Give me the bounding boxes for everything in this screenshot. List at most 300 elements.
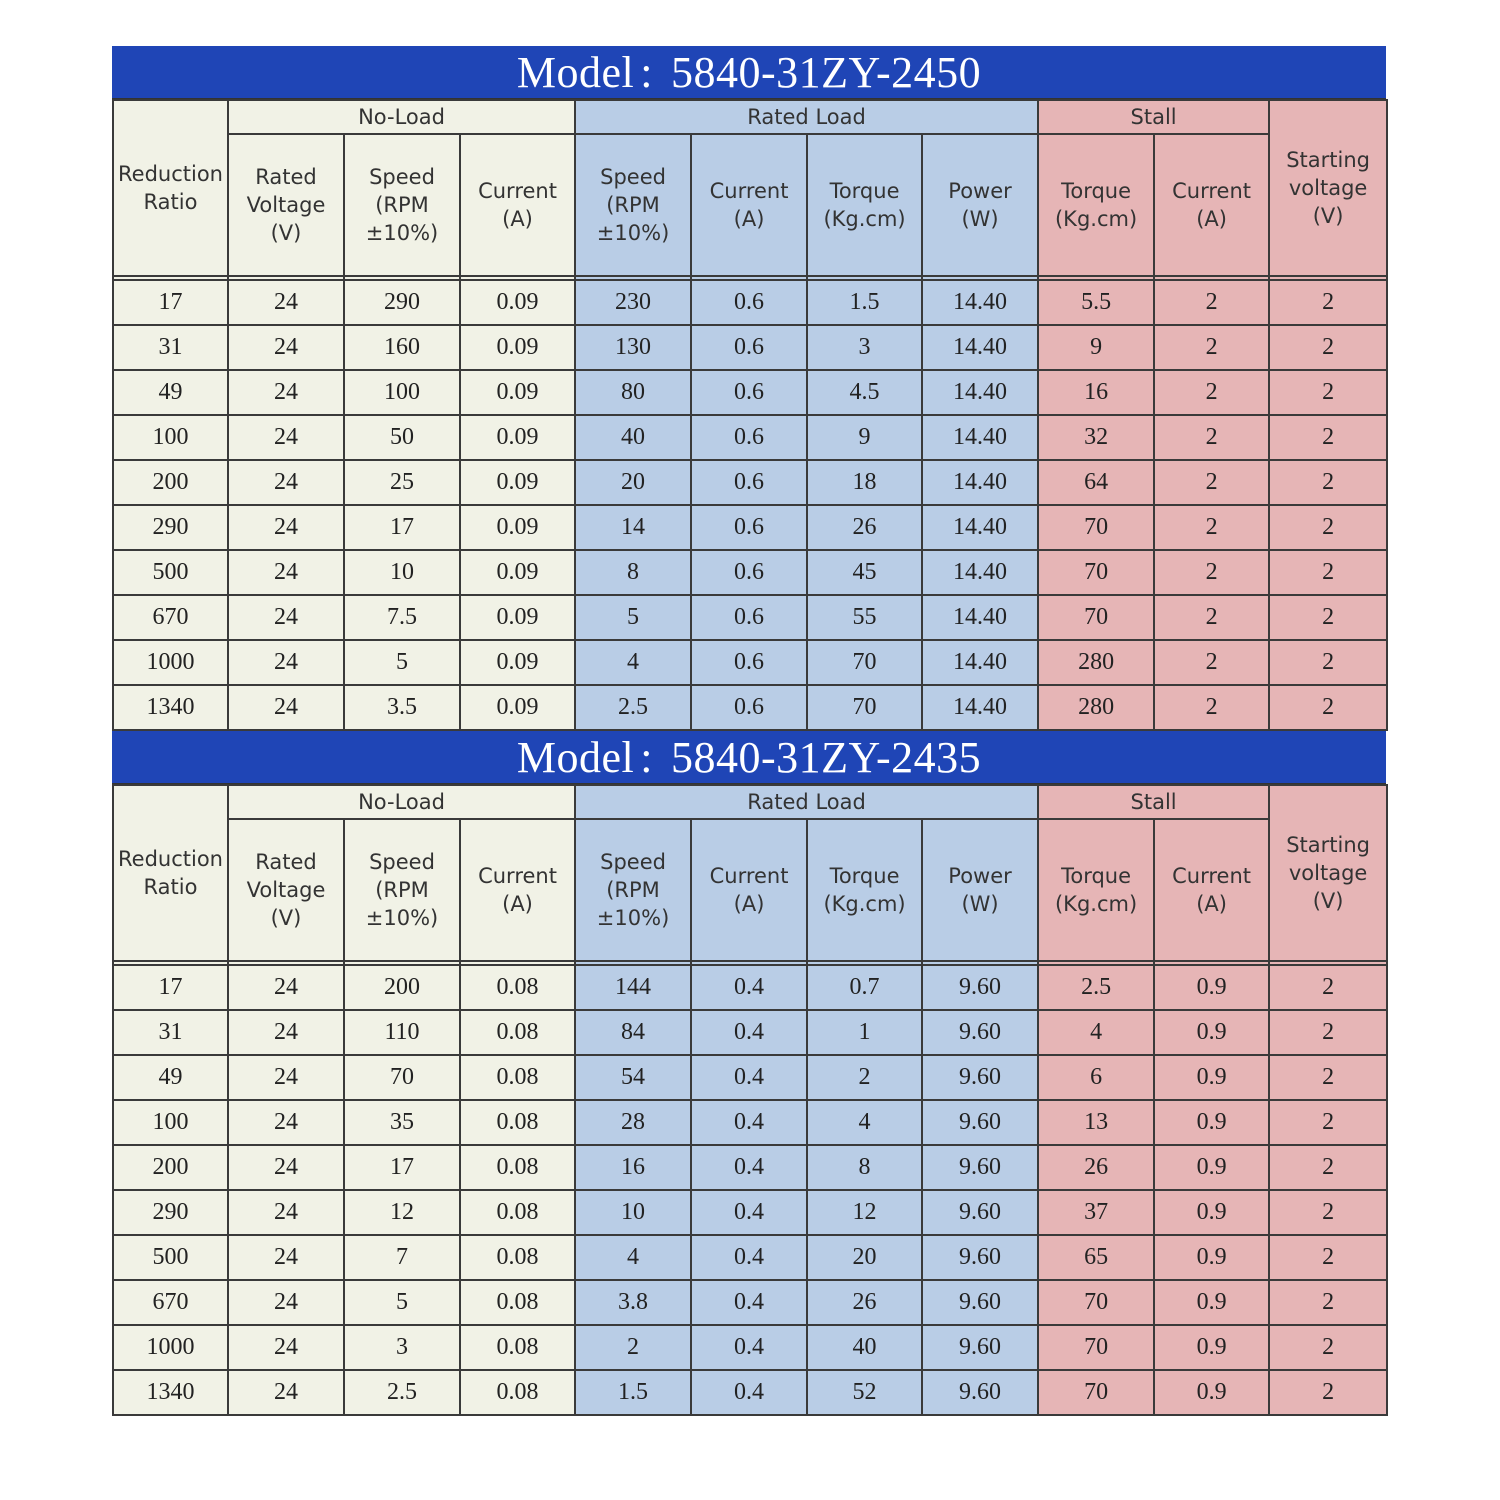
table-cell: 2 [1154, 370, 1269, 415]
header-line: Torque [829, 864, 900, 888]
table-cell: 2 [1269, 1100, 1387, 1145]
table-cell: 12 [807, 1190, 922, 1235]
header-nl-current [460, 819, 575, 961]
table-cell: 100 [113, 1100, 228, 1145]
table-cell: 2 [1269, 1280, 1387, 1325]
table-cell: 9 [807, 415, 922, 460]
header-stall: Stall [1038, 785, 1269, 819]
table-cell: 24 [228, 370, 344, 415]
header-nl-speed [344, 819, 460, 961]
table-cell: 0.09 [460, 370, 575, 415]
table-cell: 35 [344, 1100, 460, 1145]
table-cell: 3.5 [344, 685, 460, 730]
tables-container [112, 46, 1386, 1416]
table-cell: 0.9 [1154, 1235, 1269, 1280]
table-cell: 2 [1269, 965, 1387, 1010]
table-cell: 200 [344, 965, 460, 1010]
table-cell: 24 [228, 1280, 344, 1325]
header-line: (Kg.cm) [1054, 207, 1138, 231]
table-cell: 2 [1269, 505, 1387, 550]
table-cell: 4.5 [807, 370, 922, 415]
table-cell: 670 [113, 595, 228, 640]
table-cell: 17 [344, 1145, 460, 1190]
table-cell: 1 [807, 1010, 922, 1055]
table-cell: 14.40 [922, 415, 1038, 460]
table-cell: 0.4 [691, 1055, 807, 1100]
table-cell: 1000 [113, 1325, 228, 1370]
header-line: (A) [733, 892, 765, 916]
header-line: (W) [961, 892, 999, 916]
model-title-bar [112, 46, 1386, 99]
spec-table [112, 99, 1388, 731]
table-cell: 26 [807, 1280, 922, 1325]
header-line: (W) [961, 207, 999, 231]
header-line: (V) [1312, 889, 1344, 913]
table-cell: 0.4 [691, 1010, 807, 1055]
table-cell: 0.6 [691, 325, 807, 370]
table-cell: 5 [575, 595, 691, 640]
table-cell: 9.60 [922, 1190, 1038, 1235]
header-stall: Stall [1038, 100, 1269, 134]
header-line: (RPM [606, 193, 660, 217]
header-rl-current [691, 134, 807, 276]
table-cell: 100 [344, 370, 460, 415]
table-cell: 24 [228, 415, 344, 460]
table-cell: 0.08 [460, 965, 575, 1010]
table-cell: 0.6 [691, 280, 807, 325]
table-row [113, 1055, 1387, 1100]
table-cell: 2 [1154, 685, 1269, 730]
header-line: Current [709, 864, 789, 888]
table-cell: 0.4 [691, 1100, 807, 1145]
header-line: Speed [600, 850, 666, 874]
header-line: (Kg.cm) [823, 892, 906, 916]
header-line: Power [948, 179, 1012, 203]
table-cell: 14.40 [922, 685, 1038, 730]
table-cell: 13 [1038, 1100, 1154, 1145]
model-separator: : [640, 47, 654, 97]
header-line: Ratio [143, 875, 198, 899]
table-cell: 2 [1154, 325, 1269, 370]
header-rl-current [691, 819, 807, 961]
table-cell: 0.9 [1154, 1145, 1269, 1190]
table-cell: 24 [228, 280, 344, 325]
header-line: Current [478, 864, 557, 888]
table-row [113, 280, 1387, 325]
table-cell: 670 [113, 1280, 228, 1325]
header-line: ±10%) [596, 221, 670, 245]
table-cell: 0.6 [691, 640, 807, 685]
header-nl-speed [344, 134, 460, 276]
table-cell: 2 [1269, 595, 1387, 640]
table-cell: 200 [113, 1145, 228, 1190]
table-row [113, 965, 1387, 1010]
table-cell: 2 [1269, 1145, 1387, 1190]
table-cell: 0.09 [460, 280, 575, 325]
header-line: Voltage [246, 878, 326, 902]
table-cell: 2 [1154, 640, 1269, 685]
table-cell: 14.40 [922, 325, 1038, 370]
table-cell: 0.08 [460, 1370, 575, 1415]
table-cell: 24 [228, 640, 344, 685]
table-row [113, 1010, 1387, 1055]
table-cell: 0.09 [460, 505, 575, 550]
table-cell: 49 [113, 370, 228, 415]
table-cell: 1000 [113, 640, 228, 685]
table-cell: 0.09 [460, 460, 575, 505]
header-rated-load: Rated Load [575, 785, 1038, 819]
header-line: Reduction [118, 847, 223, 871]
table-cell: 70 [1038, 505, 1154, 550]
table-cell: 9.60 [922, 1235, 1038, 1280]
table-cell: 0.4 [691, 1145, 807, 1190]
table-cell: 2 [1269, 550, 1387, 595]
table-cell: 0.6 [691, 550, 807, 595]
table-cell: 2 [1154, 280, 1269, 325]
table-cell: 9.60 [922, 1325, 1038, 1370]
table-cell: 28 [575, 1100, 691, 1145]
model-name: 5840-31ZY-2450 [671, 47, 982, 97]
table-cell: 0.4 [691, 1235, 807, 1280]
header-reduction-ratio [113, 785, 228, 961]
table-cell: 9 [1038, 325, 1154, 370]
table-cell: 4 [1038, 1010, 1154, 1055]
model-separator: : [640, 732, 654, 782]
model-label: Model [516, 732, 635, 782]
table-cell: 0.9 [1154, 1190, 1269, 1235]
header-line: Power [948, 864, 1012, 888]
table-cell: 3 [344, 1325, 460, 1370]
table-cell: 0.6 [691, 685, 807, 730]
table-cell: 1.5 [807, 280, 922, 325]
table-cell: 26 [1038, 1145, 1154, 1190]
table-cell: 14.40 [922, 505, 1038, 550]
table-cell: 24 [228, 1145, 344, 1190]
table-cell: 31 [113, 325, 228, 370]
table-cell: 24 [228, 1010, 344, 1055]
table-cell: 5.5 [1038, 280, 1154, 325]
table-cell: 1.5 [575, 1370, 691, 1415]
table-row [113, 415, 1387, 460]
table-cell: 0.09 [460, 550, 575, 595]
table-cell: 2 [1269, 685, 1387, 730]
header-rl-power [922, 819, 1038, 961]
table-cell: 0.08 [460, 1280, 575, 1325]
table-cell: 26 [807, 505, 922, 550]
table-cell: 3 [807, 325, 922, 370]
header-line: (A) [1196, 207, 1227, 231]
table-row [113, 1145, 1387, 1190]
header-line: (RPM [606, 878, 660, 902]
header-line: Current [478, 179, 557, 203]
table-cell: 45 [807, 550, 922, 595]
table-cell: 24 [228, 325, 344, 370]
table-cell: 0.08 [460, 1100, 575, 1145]
table-cell: 16 [1038, 370, 1154, 415]
table-cell: 70 [1038, 1370, 1154, 1415]
table-cell: 0.4 [691, 965, 807, 1010]
table-cell: 9.60 [922, 1145, 1038, 1190]
table-cell: 280 [1038, 685, 1154, 730]
header-line: (A) [1196, 892, 1227, 916]
table-cell: 2 [807, 1055, 922, 1100]
table-cell: 0.08 [460, 1055, 575, 1100]
table-cell: 14.40 [922, 550, 1038, 595]
table-cell: 0.6 [691, 415, 807, 460]
table-cell: 0.08 [460, 1145, 575, 1190]
table-cell: 24 [228, 1100, 344, 1145]
table-cell: 40 [575, 415, 691, 460]
table-cell: 2 [1154, 505, 1269, 550]
table-row [113, 640, 1387, 685]
header-nl-rated-voltage [228, 134, 344, 276]
table-cell: 8 [807, 1145, 922, 1190]
header-starting-voltage [1269, 785, 1387, 961]
table-row [113, 1100, 1387, 1145]
table-cell: 70 [1038, 595, 1154, 640]
table-cell: 0.08 [460, 1010, 575, 1055]
table-cell: 25 [344, 460, 460, 505]
table-cell: 200 [113, 460, 228, 505]
header-rl-power [922, 134, 1038, 276]
table-cell: 5 [344, 1280, 460, 1325]
header-line: ±10%) [596, 906, 670, 930]
table-cell: 14.40 [922, 280, 1038, 325]
table-cell: 2 [1269, 370, 1387, 415]
table-cell: 7.5 [344, 595, 460, 640]
table-cell: 2 [1154, 595, 1269, 640]
table-cell: 2 [1154, 550, 1269, 595]
header-line: Current [1172, 179, 1252, 203]
table-cell: 0.09 [460, 640, 575, 685]
header-no-load: No-Load [228, 785, 575, 819]
table-cell: 0.09 [460, 325, 575, 370]
table-cell: 290 [344, 280, 460, 325]
header-rl-torque [807, 134, 922, 276]
table-cell: 290 [113, 1190, 228, 1235]
table-cell: 49 [113, 1055, 228, 1100]
table-cell: 64 [1038, 460, 1154, 505]
header-line: Torque [1061, 179, 1132, 203]
table-cell: 2 [1269, 325, 1387, 370]
header-line: (V) [270, 906, 302, 930]
table-cell: 280 [1038, 640, 1154, 685]
table-cell: 50 [344, 415, 460, 460]
table-cell: 4 [575, 1235, 691, 1280]
table-cell: 0.4 [691, 1325, 807, 1370]
table-cell: 160 [344, 325, 460, 370]
table-cell: 0.08 [460, 1235, 575, 1280]
table-cell: 17 [113, 965, 228, 1010]
table-cell: 70 [1038, 1325, 1154, 1370]
table-cell: 24 [228, 460, 344, 505]
table-row [113, 505, 1387, 550]
table-cell: 0.9 [1154, 1100, 1269, 1145]
table-cell: 10 [344, 550, 460, 595]
table-cell: 65 [1038, 1235, 1154, 1280]
table-cell: 0.9 [1154, 965, 1269, 1010]
header-line: voltage [1288, 176, 1368, 200]
header-line: Speed [369, 165, 435, 189]
table-cell: 1340 [113, 1370, 228, 1415]
table-cell: 8 [575, 550, 691, 595]
table-cell: 0.9 [1154, 1370, 1269, 1415]
table-cell: 0.4 [691, 1280, 807, 1325]
table-cell: 0.6 [691, 595, 807, 640]
table-cell: 84 [575, 1010, 691, 1055]
table-cell: 10 [575, 1190, 691, 1235]
table-row [113, 685, 1387, 730]
table-cell: 0.09 [460, 685, 575, 730]
table-cell: 31 [113, 1010, 228, 1055]
table-row [113, 1190, 1387, 1235]
table-cell: 24 [228, 965, 344, 1010]
table-cell: 0.6 [691, 370, 807, 415]
table-cell: 9.60 [922, 1370, 1038, 1415]
table-cell: 0.9 [1154, 1280, 1269, 1325]
table-cell: 24 [228, 1235, 344, 1280]
table-row [113, 1235, 1387, 1280]
spec-sheet [112, 46, 1386, 1416]
table-cell: 24 [228, 1325, 344, 1370]
table-cell: 16 [575, 1145, 691, 1190]
table-cell: 55 [807, 595, 922, 640]
header-line: (V) [270, 221, 302, 245]
table-row [113, 1370, 1387, 1415]
header-nl-rated-voltage [228, 819, 344, 961]
table-cell: 0.09 [460, 415, 575, 460]
table-row [113, 595, 1387, 640]
table-cell: 70 [1038, 550, 1154, 595]
table-cell: 2 [1269, 1235, 1387, 1280]
header-rl-speed [575, 819, 691, 961]
table-cell: 230 [575, 280, 691, 325]
table-row [113, 550, 1387, 595]
table-cell: 2 [1269, 1190, 1387, 1235]
header-line: Speed [600, 165, 666, 189]
header-st-current [1154, 134, 1269, 276]
header-line: (A) [733, 207, 765, 231]
model-label: Model [516, 47, 635, 97]
table-cell: 14.40 [922, 595, 1038, 640]
table-cell: 0.9 [1154, 1010, 1269, 1055]
table-cell: 24 [228, 1055, 344, 1100]
table-cell: 3.8 [575, 1280, 691, 1325]
header-line: (Kg.cm) [1054, 892, 1138, 916]
spec-table-block [112, 731, 1386, 1416]
table-cell: 110 [344, 1010, 460, 1055]
header-line: (A) [502, 892, 533, 916]
table-cell: 130 [575, 325, 691, 370]
header-line: (Kg.cm) [823, 207, 906, 231]
header-rl-speed [575, 134, 691, 276]
table-cell: 2 [1269, 1325, 1387, 1370]
header-line: Starting [1286, 148, 1370, 172]
header-line: Current [709, 179, 789, 203]
spec-table-block [112, 46, 1386, 731]
table-row [113, 370, 1387, 415]
table-cell: 0.08 [460, 1190, 575, 1235]
table-cell: 2 [1269, 415, 1387, 460]
table-cell: 290 [113, 505, 228, 550]
table-row [113, 325, 1387, 370]
table-row [113, 1325, 1387, 1370]
table-cell: 0.08 [460, 1325, 575, 1370]
header-line: Rated [255, 165, 317, 189]
header-line: (RPM [375, 193, 429, 217]
table-cell: 14.40 [922, 460, 1038, 505]
table-cell: 17 [113, 280, 228, 325]
table-cell: 54 [575, 1055, 691, 1100]
table-cell: 2 [1154, 415, 1269, 460]
header-line: Torque [829, 179, 900, 203]
table-cell: 0.4 [691, 1190, 807, 1235]
header-line: voltage [1288, 861, 1368, 885]
header-line: Reduction [118, 162, 223, 186]
table-cell: 14 [575, 505, 691, 550]
table-cell: 2 [1269, 280, 1387, 325]
header-line: Ratio [143, 190, 198, 214]
table-cell: 2 [1269, 640, 1387, 685]
model-name: 5840-31ZY-2435 [671, 732, 982, 782]
header-no-load: No-Load [228, 100, 575, 134]
table-row [113, 1280, 1387, 1325]
table-cell: 20 [807, 1235, 922, 1280]
table-cell: 14.40 [922, 370, 1038, 415]
header-reduction-ratio [113, 100, 228, 276]
table-cell: 9.60 [922, 1055, 1038, 1100]
table-cell: 144 [575, 965, 691, 1010]
header-line: Speed [369, 850, 435, 874]
header-rl-torque [807, 819, 922, 961]
table-cell: 12 [344, 1190, 460, 1235]
table-cell: 18 [807, 460, 922, 505]
header-nl-current [460, 134, 575, 276]
table-cell: 100 [113, 415, 228, 460]
header-st-current [1154, 819, 1269, 961]
header-st-torque [1038, 819, 1154, 961]
table-cell: 14.40 [922, 640, 1038, 685]
table-cell: 4 [807, 1100, 922, 1145]
table-cell: 1340 [113, 685, 228, 730]
table-cell: 0.9 [1154, 1055, 1269, 1100]
table-cell: 24 [228, 1370, 344, 1415]
header-line: Current [1172, 864, 1252, 888]
header-line: (A) [502, 207, 533, 231]
table-cell: 24 [228, 595, 344, 640]
table-cell: 4 [575, 640, 691, 685]
table-cell: 24 [228, 685, 344, 730]
spec-table [112, 784, 1388, 1416]
table-cell: 52 [807, 1370, 922, 1415]
table-cell: 24 [228, 505, 344, 550]
table-cell: 500 [113, 550, 228, 595]
header-line: Voltage [246, 193, 326, 217]
table-cell: 500 [113, 1235, 228, 1280]
header-line: ±10%) [365, 221, 439, 245]
table-cell: 9.60 [922, 1010, 1038, 1055]
table-cell: 2 [1269, 460, 1387, 505]
header-line: (V) [1312, 204, 1344, 228]
table-cell: 0.6 [691, 505, 807, 550]
header-st-torque [1038, 134, 1154, 276]
table-cell: 24 [228, 1190, 344, 1235]
table-cell: 70 [344, 1055, 460, 1100]
table-cell: 20 [575, 460, 691, 505]
header-line: Starting [1286, 833, 1370, 857]
table-cell: 0.09 [460, 595, 575, 640]
table-cell: 2.5 [575, 685, 691, 730]
